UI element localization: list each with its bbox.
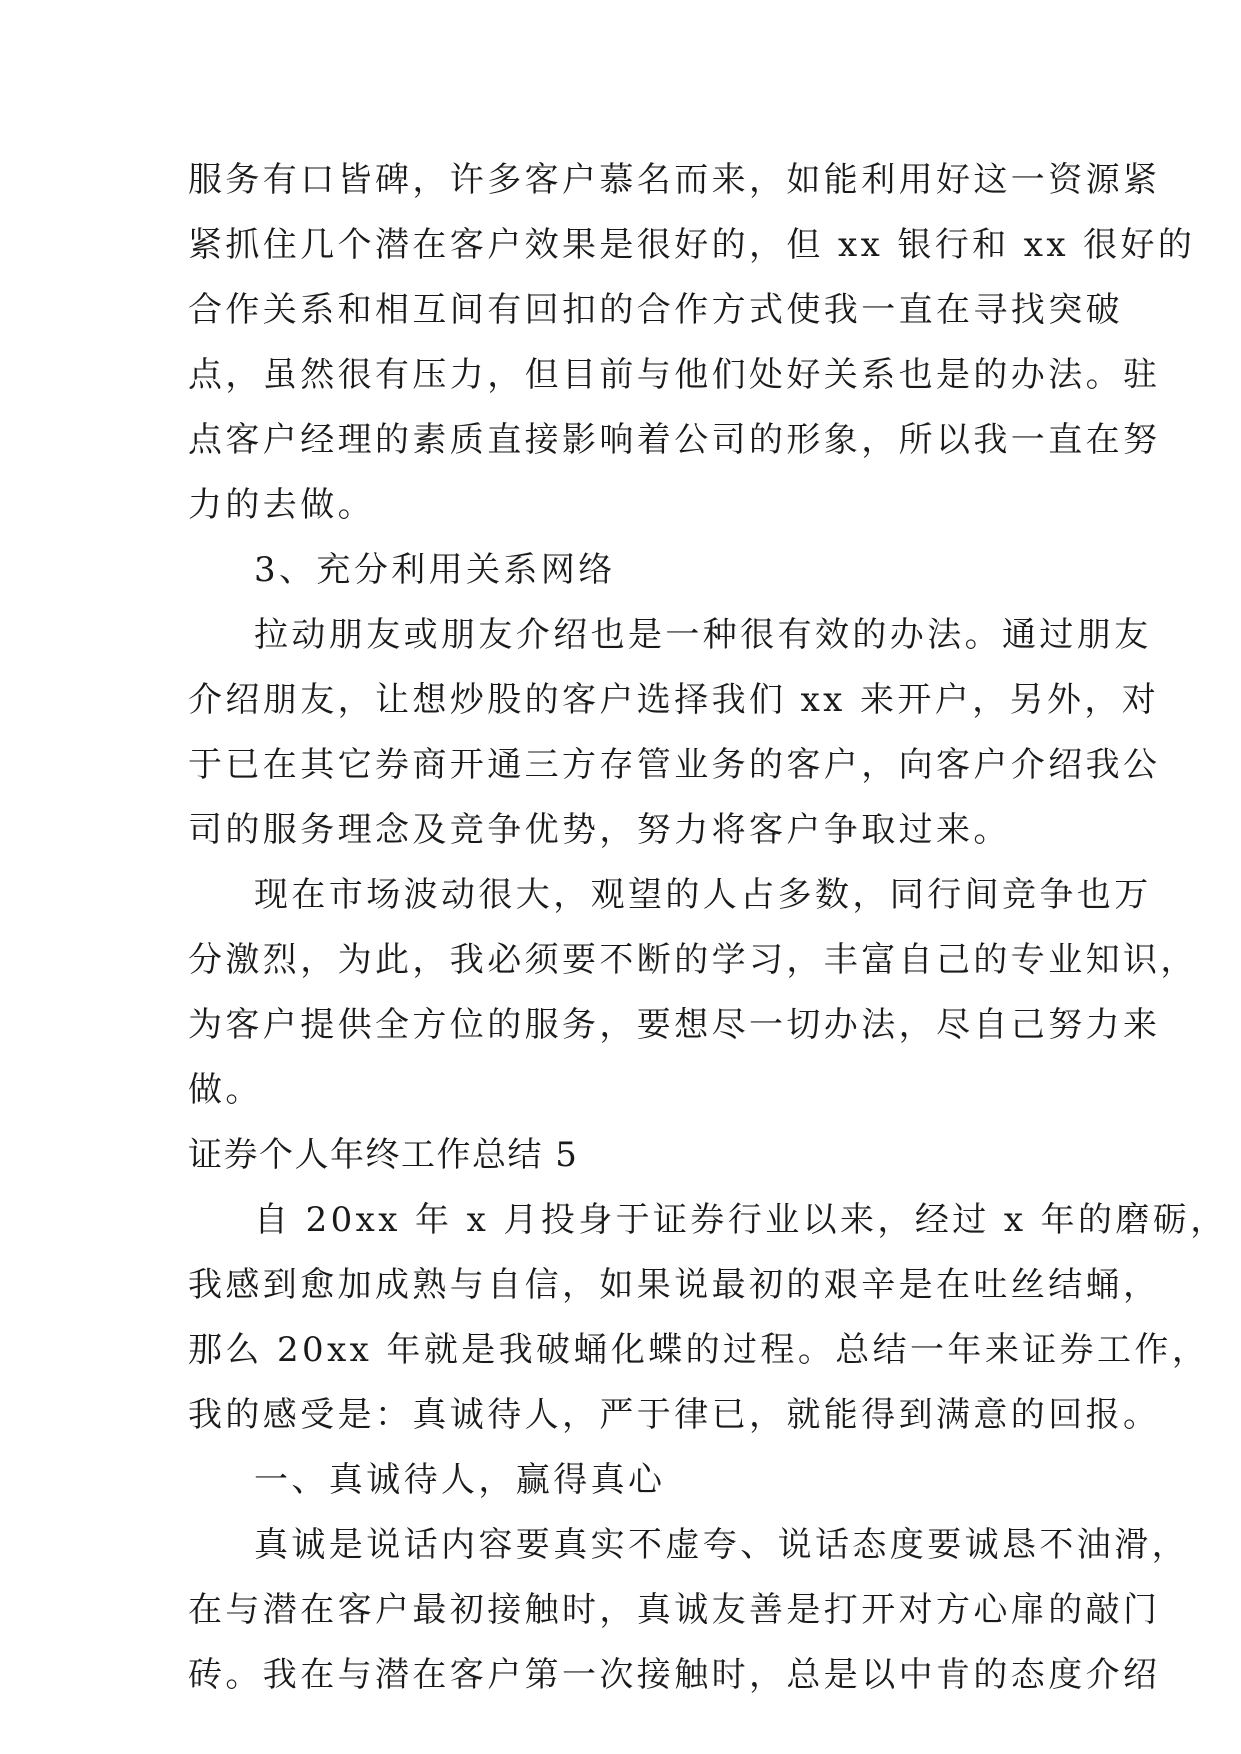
text-line: 紧抓住几个潜在客户效果是很好的，但 xx 银行和 xx 很好的 (188, 225, 1196, 265)
text-line: 司的服务理念及竞争优势，努力将客户争取过来。 (188, 810, 1011, 850)
text-line: 真诚是说话内容要真实不虚夸、说话态度要诚恳不油滑， (254, 1525, 1189, 1565)
text-line: 力的去做。 (188, 485, 375, 525)
section-heading: 证券个人年终工作总结 5 (188, 1135, 579, 1175)
text-line: 3、充分利用关系网络 (254, 550, 616, 590)
text-line: 拉动朋友或朋友介绍也是一种很有效的办法。通过朋友 (254, 615, 1152, 655)
text-line: 点客户经理的素质直接影响着公司的形象，所以我一直在努 (188, 420, 1161, 460)
document-body (188, 148, 1228, 1708)
text-line: 现在市场波动很大，观望的人占多数，同行间竞争也万 (254, 875, 1152, 915)
text-line: 为客户提供全方位的服务，要想尽一切办法，尽自己努力来 (188, 1005, 1161, 1045)
text-line: 我感到愈加成熟与自信，如果说最初的艰辛是在吐丝结蛹， (188, 1265, 1161, 1305)
text-line: 砖。我在与潜在客户第一次接触时，总是以中肯的态度介绍 (188, 1655, 1161, 1695)
text-line: 我的感受是：真诚待人，严于律已，就能得到满意的回报。 (188, 1395, 1161, 1435)
text-line: 一、真诚待人，赢得真心 (254, 1460, 666, 1500)
text-line: 做。 (188, 1070, 263, 1110)
text-line: 介绍朋友，让想炒股的客户选择我们 xx 来开户，另外，对 (188, 680, 1160, 720)
text-line: 分激烈，为此，我必须要不断的学习，丰富自己的专业知识， (188, 940, 1198, 980)
text-line: 点，虽然很有压力，但目前与他们处好关系也是的办法。驻 (188, 355, 1161, 395)
text-line: 于已在其它券商开通三方存管业务的客户，向客户介绍我公 (188, 745, 1161, 785)
text-line: 在与潜在客户最初接触时，真诚友善是打开对方心扉的敲门 (188, 1590, 1161, 1630)
text-line: 合作关系和相互间有回扣的合作方式使我一直在寻找突破 (188, 290, 1123, 330)
text-line: 那么 20xx 年就是我破蛹化蝶的过程。总结一年来证券工作， (188, 1330, 1210, 1370)
text-line: 自 20xx 年 x 月投身于证券行业以来，经过 x 年的磨砺， (254, 1200, 1228, 1240)
text-line: 服务有口皆碑，许多客户慕名而来，如能利用好这一资源紧 (188, 160, 1161, 200)
